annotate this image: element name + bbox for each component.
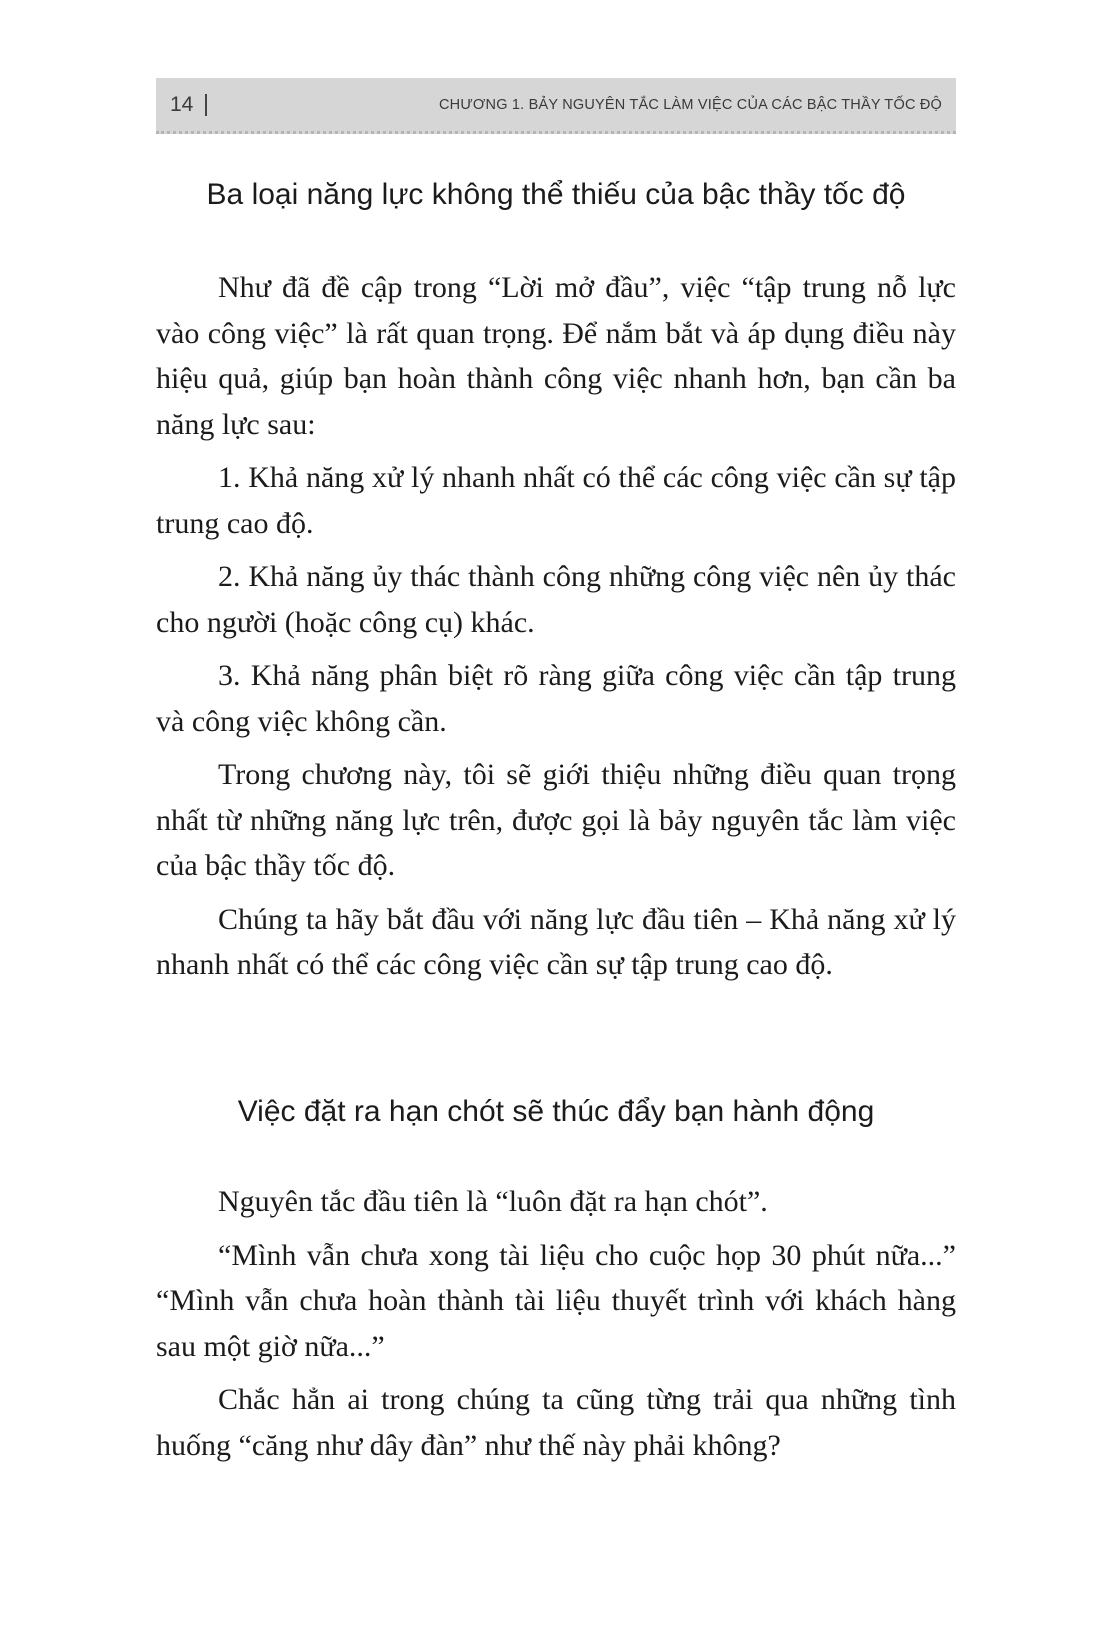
list-item: 3. Khả năng phân biệt rõ ràng giữa công việc cần tập trung và công việc không cần. <box>156 659 956 738</box>
paragraph: Trong chương này, tôi sẽ giới thiệu những điều quan trọng nhất từ những năng lực trên, được gọi là bảy nguyên tắc làm việc của bậc thầy tốc độ. <box>156 758 956 882</box>
paragraph: Chúng ta hãy bắt đầu với năng lực đầu tiên – Khả năng xử lý nhanh nhất có thể các công việc cần sự tập trung cao độ. <box>156 902 956 981</box>
section-body-deadline <box>156 1179 956 1476</box>
page-number-divider <box>205 94 207 116</box>
section-heading-deadline: Việc đặt ra hạn chót sẽ thúc đẩy bạn hành động <box>237 1095 875 1128</box>
section-body-competencies <box>156 265 956 996</box>
paragraph: “Mình vẫn chưa xong tài liệu cho cuộc họp 30 phút nữa...” “Mình vẫn chưa hoàn thành tài liệu thuyết trình với khách hàng sau một giờ nữa...” <box>156 1238 956 1363</box>
paragraph: Chắc hẳn ai trong chúng ta cũng từng trải qua những tình huống “căng như dây đàn” như thế này phải không? <box>156 1383 956 1462</box>
list-item: 2. Khả năng ủy thác thành công những công việc nên ủy thác cho người (hoặc công cụ) khác. <box>156 560 956 639</box>
running-header <box>156 78 956 134</box>
page-number: 14 <box>170 92 194 116</box>
section-heading-competencies: Ba loại năng lực không thể thiếu của bậc thầy tốc độ <box>206 178 906 211</box>
page-number-group <box>170 93 207 117</box>
chapter-title: CHƯƠNG 1. BẢY NGUYÊN TẮC LÀM VIỆC CỦA CÁC BẬC THẦY TỐC ĐỘ <box>438 96 942 113</box>
list-item: 1. Khả năng xử lý nhanh nhất có thể các công việc cần sự tập trung cao độ. <box>156 461 956 540</box>
paragraph: Như đã đề cập trong “Lời mở đầu”, việc “tập trung nỗ lực vào công việc” là rất quan trọng. Để nắm bắt và áp dụng điều này hiệu quả, giúp bạn hoàn thành công việc nhanh hơn, bạn cần ba năng lực sau: <box>156 271 956 441</box>
paragraph: Nguyên tắc đầu tiên là “luôn đặt ra hạn chót”. <box>218 1185 768 1218</box>
